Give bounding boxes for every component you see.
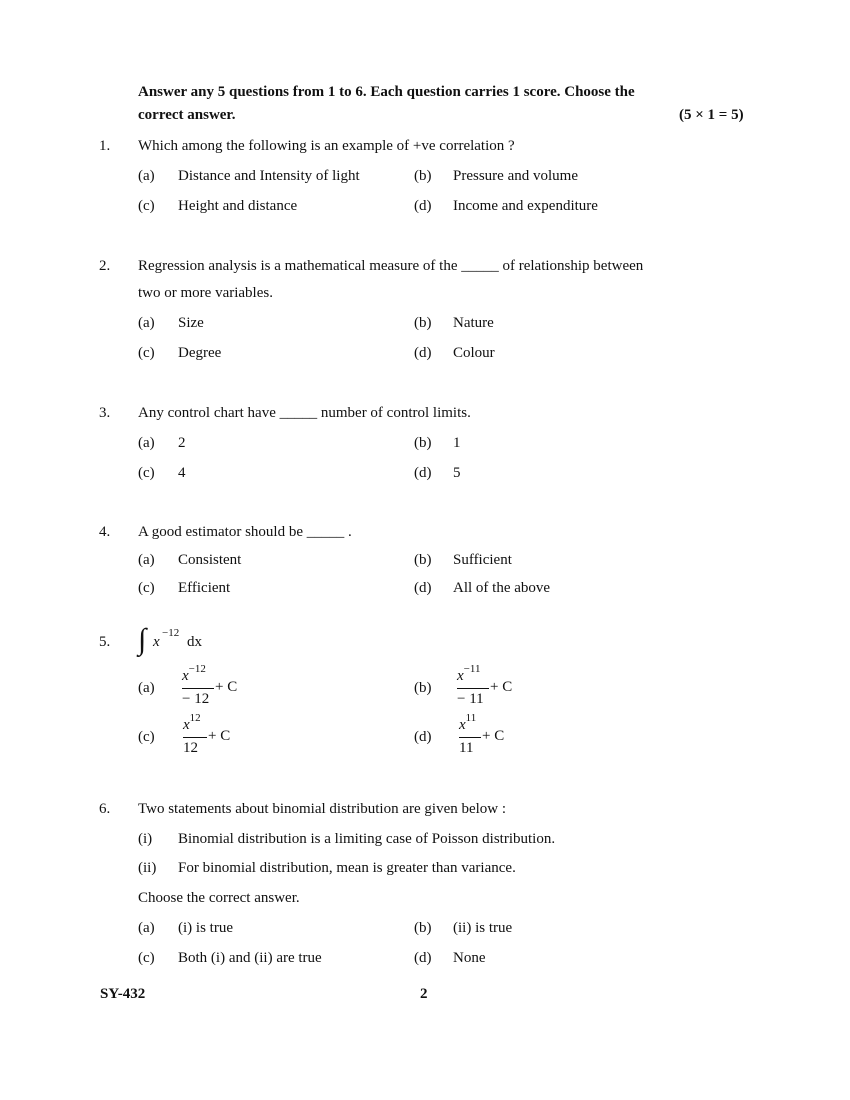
option-b-label: (b) <box>414 435 432 451</box>
question-text: Two statements about binomial distribution are given below : <box>138 801 507 817</box>
option-c-text: Degree <box>178 345 222 361</box>
option-c-label: (c) <box>138 198 155 214</box>
option-b-label: (b) <box>414 552 432 568</box>
question-number: 5. <box>99 634 111 650</box>
option-d-text: Colour <box>453 345 495 361</box>
question-number: 2. <box>99 258 111 274</box>
instructions-line-2: correct answer. <box>138 107 236 123</box>
fraction-bar <box>459 737 481 738</box>
fraction-bar <box>182 688 214 689</box>
option-d-text: None <box>453 950 486 966</box>
option-b-text: 1 <box>453 435 461 451</box>
option-b-text: Nature <box>453 315 494 331</box>
option-c-text: Both (i) and (ii) are true <box>178 950 322 966</box>
option-d-text: Income and expenditure <box>453 198 598 214</box>
fraction-denominator: 11 <box>459 740 474 756</box>
fraction-denominator: − 12 <box>182 691 210 707</box>
option-b-label: (b) <box>414 315 432 331</box>
integral-sign: ∫ <box>138 623 147 656</box>
question-text: Regression analysis is a mathematical measure of the _____ of relationship between <box>138 258 644 274</box>
fraction-denominator: − 11 <box>457 691 484 707</box>
paper-code: SY-432 <box>100 986 146 1002</box>
option-c-label: (c) <box>138 465 155 481</box>
statement-i-text: Binomial distribution is a limiting case of Poisson distribution. <box>178 831 556 847</box>
option-d-label: (d) <box>414 465 432 481</box>
option-a-text: Distance and Intensity of light <box>178 168 360 184</box>
option-c-label: (c) <box>138 345 155 361</box>
option-a-text: 2 <box>178 435 186 451</box>
option-c-label: (c) <box>138 950 155 966</box>
constant-term: + C <box>215 679 238 695</box>
option-c-label: (c) <box>138 580 155 596</box>
question-text: Any control chart have _____ number of control limits. <box>138 405 471 421</box>
question-text: A good estimator should be _____ . <box>138 524 352 540</box>
constant-term: + C <box>490 679 513 695</box>
statement-i-label: (i) <box>138 831 153 847</box>
option-b-text: Pressure and volume <box>453 168 578 184</box>
question-number: 1. <box>99 138 111 154</box>
fraction-bar <box>183 737 207 738</box>
integral-base: x <box>153 634 160 650</box>
option-a-text: Size <box>178 315 204 331</box>
instructions-line-1: Answer any 5 questions from 1 to 6. Each question carries 1 score. Choose the <box>138 84 635 100</box>
fraction-numerator: $x^{-12}$ <box>182 663 206 684</box>
option-a-text: Consistent <box>178 552 242 568</box>
choose-prompt: Choose the correct answer. <box>138 890 300 906</box>
fraction-numerator: $x^{11}$ <box>459 712 477 733</box>
option-c-text: Efficient <box>178 580 231 596</box>
option-d-label: (d) <box>414 950 432 966</box>
option-a-label: (a) <box>138 920 155 936</box>
option-d-label: (d) <box>414 198 432 214</box>
option-d-label: (d) <box>414 729 432 745</box>
option-b-label: (b) <box>414 680 432 696</box>
fraction-numerator: $x^{12}$ <box>183 712 201 733</box>
statement-ii-text: For binomial distribution, mean is greater than variance. <box>178 860 516 876</box>
question-text: Which among the following is an example of +ve correlation ? <box>138 138 515 154</box>
option-d-text: All of the above <box>453 580 551 596</box>
fraction-numerator: $x^{-11}$ <box>457 663 481 684</box>
fraction-denominator: 12 <box>183 740 198 756</box>
option-b-text: Sufficient <box>453 552 512 568</box>
option-a-label: (a) <box>138 552 155 568</box>
option-d-label: (d) <box>414 345 432 361</box>
option-a-label: (a) <box>138 680 155 696</box>
option-d-label: (d) <box>414 580 432 596</box>
page-number: 2 <box>420 986 428 1002</box>
marks-allocation: (5 × 1 = 5) <box>679 107 744 123</box>
fraction-bar <box>457 688 489 689</box>
option-c-label: (c) <box>138 729 155 745</box>
option-c-text: Height and distance <box>178 198 298 214</box>
option-c-text: 4 <box>178 465 186 481</box>
option-b-label: (b) <box>414 168 432 184</box>
question-number: 6. <box>99 801 111 817</box>
integral-exponent: −12 <box>162 627 180 639</box>
option-a-label: (a) <box>138 168 155 184</box>
question-number: 3. <box>99 405 111 421</box>
option-a-label: (a) <box>138 315 155 331</box>
integral-dx: dx <box>187 634 202 650</box>
question-text-continued: two or more variables. <box>138 285 273 301</box>
option-d-text: 5 <box>453 465 461 481</box>
constant-term: + C <box>482 728 505 744</box>
option-b-text: (ii) is true <box>453 920 513 936</box>
option-a-text: (i) is true <box>178 920 233 936</box>
question-number: 4. <box>99 524 111 540</box>
option-a-label: (a) <box>138 435 155 451</box>
option-b-label: (b) <box>414 920 432 936</box>
statement-ii-label: (ii) <box>138 860 157 876</box>
constant-term: + C <box>208 728 231 744</box>
